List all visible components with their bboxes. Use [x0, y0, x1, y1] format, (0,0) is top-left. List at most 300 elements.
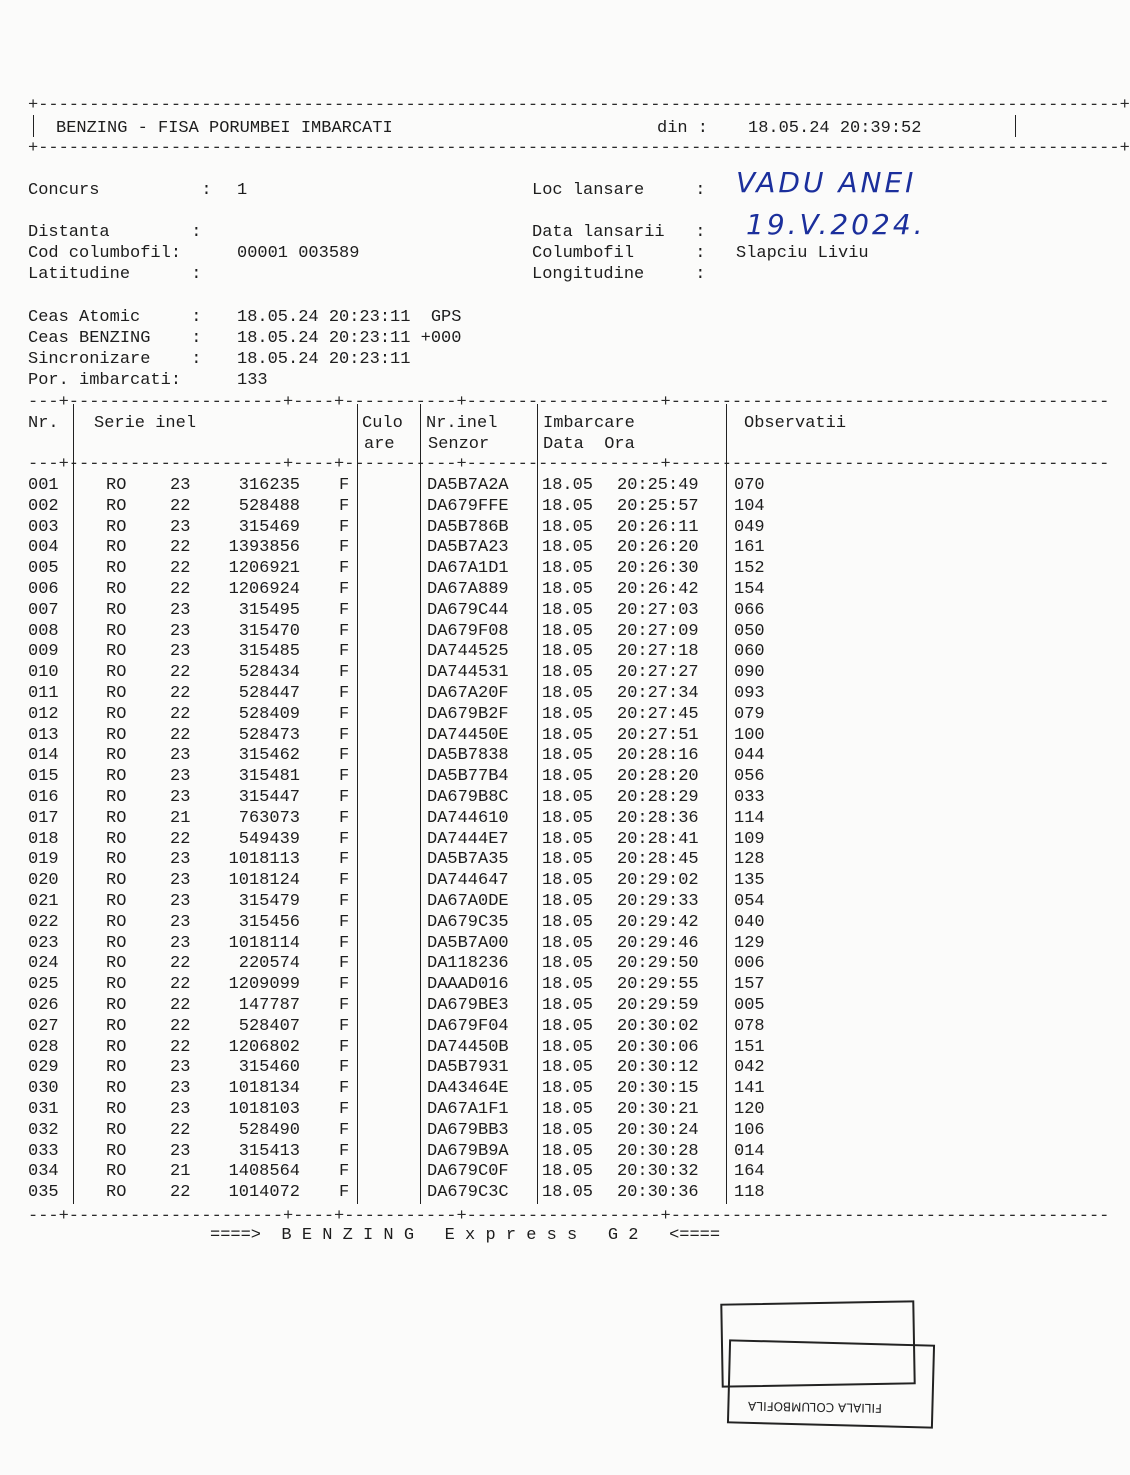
- row-ring-number: 315456: [238, 912, 300, 932]
- row-observatii: 070: [734, 476, 765, 495]
- row-date: 18.05: [542, 767, 594, 787]
- row-observatii: 104: [734, 496, 765, 516]
- cod-columbofil-label: Cod columbofil:: [28, 244, 182, 263]
- row-nr: 027: [28, 1016, 59, 1036]
- row-year: 23: [170, 600, 191, 620]
- row-date: 18.05: [542, 1141, 594, 1161]
- header-left-edge: [33, 115, 34, 137]
- row-time: 20:30:32: [617, 1162, 699, 1182]
- header-din-value: 18.05.24 20:39:52: [748, 119, 922, 138]
- ceas-atomic-label: Ceas Atomic :: [28, 308, 202, 327]
- row-time: 20:30:21: [617, 1099, 699, 1119]
- row-ring-number: 147787: [238, 995, 300, 1015]
- row-observatii: 154: [734, 579, 765, 599]
- concurs-value: 1: [237, 181, 248, 200]
- row-country: RO: [106, 1058, 127, 1078]
- row-sex: F: [339, 621, 350, 641]
- row-observatii: 106: [734, 1120, 765, 1140]
- row-nr: 011: [28, 683, 59, 703]
- row-time: 20:29:46: [617, 933, 699, 953]
- row-observatii: 152: [734, 559, 765, 579]
- row-date: 18.05: [542, 871, 594, 891]
- row-country: RO: [106, 621, 127, 641]
- row-observatii: 129: [734, 933, 765, 953]
- row-time: 20:30:12: [617, 1058, 699, 1078]
- row-year: 23: [170, 1079, 191, 1099]
- row-year: 23: [170, 621, 191, 641]
- row-year: 23: [170, 746, 191, 766]
- row-year: 23: [170, 1058, 191, 1078]
- row-nr: 033: [28, 1141, 59, 1161]
- row-nr: 014: [28, 746, 59, 766]
- row-sensor: DA679C0F: [427, 1162, 509, 1182]
- row-date: 18.05: [542, 912, 594, 932]
- row-observatii: 164: [734, 1162, 765, 1182]
- row-year: 22: [170, 663, 191, 683]
- row-sex: F: [339, 663, 350, 683]
- row-sensor: DA679F04: [427, 1016, 509, 1036]
- col-sep-ora: [726, 404, 727, 1204]
- row-sensor: DA5B7A00: [427, 933, 509, 953]
- row-country: RO: [106, 538, 127, 558]
- stamp-text: FILIALA COLUMBOFILA: [747, 1398, 883, 1416]
- row-time: 20:26:11: [617, 517, 699, 537]
- row-sex: F: [339, 808, 350, 828]
- row-date: 18.05: [542, 933, 594, 953]
- row-sensor: DA5B786B: [427, 517, 509, 537]
- row-country: RO: [106, 850, 127, 870]
- row-ring-number: 315485: [238, 642, 300, 662]
- row-sex: F: [339, 871, 350, 891]
- row-sensor: DA679F08: [427, 621, 509, 641]
- row-sensor: DA5B7A23: [427, 538, 509, 558]
- row-sensor: DA744525: [427, 642, 509, 662]
- row-ring-number: 1018114: [228, 933, 300, 953]
- row-year: 22: [170, 704, 191, 724]
- row-year: 23: [170, 871, 191, 891]
- row-sensor: DA5B77B4: [427, 767, 509, 787]
- row-observatii: 066: [734, 600, 765, 620]
- row-time: 20:27:45: [617, 704, 699, 724]
- loc-lansare-label: Loc lansare :: [532, 181, 706, 200]
- row-country: RO: [106, 787, 127, 807]
- row-sex: F: [339, 517, 350, 537]
- row-observatii: 093: [734, 683, 765, 703]
- row-date: 18.05: [542, 787, 594, 807]
- row-observatii: 090: [734, 663, 765, 683]
- row-sex: F: [339, 1183, 350, 1203]
- row-sensor: DA5B7A2A: [427, 476, 509, 495]
- th-nr: Nr.: [28, 414, 59, 433]
- row-ring-number: 528473: [238, 725, 300, 745]
- row-ring-number: 528488: [238, 496, 300, 516]
- row-year: 22: [170, 725, 191, 745]
- row-nr: 022: [28, 912, 59, 932]
- row-ring-number: 528490: [238, 1120, 300, 1140]
- row-time: 20:28:16: [617, 746, 699, 766]
- row-time: 20:29:59: [617, 995, 699, 1015]
- header-top-border: +----------------------------------------------------------------------------------------------------------+: [28, 96, 1130, 115]
- row-sensor: DA679B8C: [427, 787, 509, 807]
- col-sep-senzor: [537, 404, 538, 1204]
- row-date: 18.05: [542, 642, 594, 662]
- row-sensor: DA679C3C: [427, 1183, 509, 1203]
- row-nr: 019: [28, 850, 59, 870]
- row-ring-number: 1018103: [228, 1099, 300, 1119]
- row-observatii: 114: [734, 808, 765, 828]
- row-date: 18.05: [542, 1037, 594, 1057]
- row-country: RO: [106, 767, 127, 787]
- por-imbarcati-label: Por. imbarcati:: [28, 371, 182, 390]
- row-date: 18.05: [542, 891, 594, 911]
- row-sensor: DA67A1F1: [427, 1099, 509, 1119]
- row-year: 23: [170, 933, 191, 953]
- row-nr: 032: [28, 1120, 59, 1140]
- row-sensor: DA679FFE: [427, 496, 509, 516]
- row-country: RO: [106, 746, 127, 766]
- row-observatii: 118: [734, 1183, 765, 1203]
- row-date: 18.05: [542, 683, 594, 703]
- row-nr: 006: [28, 579, 59, 599]
- row-date: 18.05: [542, 476, 594, 495]
- row-date: 18.05: [542, 975, 594, 995]
- row-time: 20:27:51: [617, 725, 699, 745]
- row-sensor: DA118236: [427, 954, 509, 974]
- row-year: 22: [170, 1183, 191, 1203]
- row-nr: 028: [28, 1037, 59, 1057]
- row-year: 22: [170, 1120, 191, 1140]
- row-country: RO: [106, 1141, 127, 1161]
- row-date: 18.05: [542, 1058, 594, 1078]
- header-title: BENZING - FISA PORUMBEI IMBARCATI: [56, 119, 393, 138]
- row-observatii: 100: [734, 725, 765, 745]
- row-time: 20:29:42: [617, 912, 699, 932]
- row-nr: 007: [28, 600, 59, 620]
- row-ring-number: 1018113: [228, 850, 300, 870]
- row-time: 20:28:41: [617, 829, 699, 849]
- col-sep-culo: [420, 404, 421, 1204]
- por-imbarcati-value: 133: [237, 371, 268, 390]
- th-imbarcare: Imbarcare: [543, 414, 635, 433]
- stamp-inner-box: [727, 1339, 935, 1428]
- row-time: 20:29:33: [617, 891, 699, 911]
- row-nr: 017: [28, 808, 59, 828]
- row-sex: F: [339, 1037, 350, 1057]
- row-country: RO: [106, 954, 127, 974]
- row-nr: 035: [28, 1183, 59, 1203]
- row-country: RO: [106, 808, 127, 828]
- row-sex: F: [339, 704, 350, 724]
- longitudine-label: Longitudine :: [532, 265, 706, 284]
- row-sex: F: [339, 1079, 350, 1099]
- row-sensor: DA744647: [427, 871, 509, 891]
- row-sex: F: [339, 683, 350, 703]
- row-year: 23: [170, 1141, 191, 1161]
- row-sex: F: [339, 975, 350, 995]
- row-ring-number: 1408564: [228, 1162, 300, 1182]
- row-sensor: DA744531: [427, 663, 509, 683]
- row-ring-number: 1206921: [228, 559, 300, 579]
- row-sensor: DA679C35: [427, 912, 509, 932]
- table-bottom-border: ---+---------------------+----+-----------+-------------------+-------------------------------------------: [28, 1207, 1110, 1226]
- row-ring-number: 1206802: [228, 1037, 300, 1057]
- row-date: 18.05: [542, 995, 594, 1015]
- row-observatii: 050: [734, 621, 765, 641]
- row-sensor: DA7444E7: [427, 829, 509, 849]
- row-date: 18.05: [542, 704, 594, 724]
- row-date: 18.05: [542, 808, 594, 828]
- row-nr: 003: [28, 517, 59, 537]
- row-ring-number: 315479: [238, 891, 300, 911]
- row-time: 20:29:02: [617, 871, 699, 891]
- row-year: 21: [170, 1162, 191, 1182]
- row-country: RO: [106, 1079, 127, 1099]
- row-observatii: 109: [734, 829, 765, 849]
- row-observatii: 079: [734, 704, 765, 724]
- row-nr: 010: [28, 663, 59, 683]
- th-senzor: Senzor: [428, 435, 490, 454]
- row-time: 20:28:45: [617, 850, 699, 870]
- row-nr: 005: [28, 559, 59, 579]
- row-year: 23: [170, 1099, 191, 1119]
- row-sex: F: [339, 933, 350, 953]
- row-ring-number: 315469: [238, 517, 300, 537]
- row-date: 18.05: [542, 579, 594, 599]
- row-ring-number: 1018134: [228, 1079, 300, 1099]
- row-sex: F: [339, 767, 350, 787]
- th-are: are: [364, 435, 395, 454]
- row-observatii: 141: [734, 1079, 765, 1099]
- th-serie-inel: Serie inel: [94, 414, 197, 433]
- row-nr: 004: [28, 538, 59, 558]
- row-sensor: DA67A1D1: [427, 559, 509, 579]
- row-date: 18.05: [542, 538, 594, 558]
- row-country: RO: [106, 600, 127, 620]
- row-nr: 008: [28, 621, 59, 641]
- row-nr: 012: [28, 704, 59, 724]
- row-year: 22: [170, 496, 191, 516]
- row-sensor: DA5B7A35: [427, 850, 509, 870]
- row-year: 23: [170, 476, 191, 495]
- row-ring-number: 549439: [238, 829, 300, 849]
- row-country: RO: [106, 1120, 127, 1140]
- ceas-benzing-label: Ceas BENZING :: [28, 329, 202, 348]
- row-observatii: 006: [734, 954, 765, 974]
- row-country: RO: [106, 1037, 127, 1057]
- row-time: 20:27:27: [617, 663, 699, 683]
- row-time: 20:25:49: [617, 476, 699, 495]
- row-observatii: 054: [734, 891, 765, 911]
- row-sex: F: [339, 746, 350, 766]
- row-ring-number: 315460: [238, 1058, 300, 1078]
- row-nr: 031: [28, 1099, 59, 1119]
- row-date: 18.05: [542, 663, 594, 683]
- row-time: 20:30:24: [617, 1120, 699, 1140]
- row-observatii: 135: [734, 871, 765, 891]
- row-country: RO: [106, 1099, 127, 1119]
- row-sex: F: [339, 850, 350, 870]
- row-sensor: DA679BB3: [427, 1120, 509, 1140]
- row-country: RO: [106, 496, 127, 516]
- row-sex: F: [339, 725, 350, 745]
- row-year: 22: [170, 1016, 191, 1036]
- header-din-label: din :: [657, 119, 709, 138]
- row-ring-number: 1393856: [228, 538, 300, 558]
- data-lansarii-handwritten: 19.V.2024.: [746, 208, 926, 241]
- row-nr: 013: [28, 725, 59, 745]
- latitudine-label: Latitudine :: [28, 265, 202, 284]
- row-ring-number: 763073: [238, 808, 300, 828]
- row-country: RO: [106, 683, 127, 703]
- row-ring-number: 315462: [238, 746, 300, 766]
- row-time: 20:26:42: [617, 579, 699, 599]
- row-sex: F: [339, 829, 350, 849]
- row-sensor: DA5B7838: [427, 746, 509, 766]
- row-date: 18.05: [542, 1016, 594, 1036]
- row-sensor: DA74450B: [427, 1037, 509, 1057]
- row-date: 18.05: [542, 1183, 594, 1203]
- row-ring-number: 528447: [238, 683, 300, 703]
- row-sensor: DA744610: [427, 808, 509, 828]
- row-year: 22: [170, 1037, 191, 1057]
- row-date: 18.05: [542, 1099, 594, 1119]
- row-sensor: DA67A889: [427, 579, 509, 599]
- row-date: 18.05: [542, 1162, 594, 1182]
- row-observatii: 120: [734, 1099, 765, 1119]
- row-year: 23: [170, 787, 191, 807]
- row-sex: F: [339, 787, 350, 807]
- row-sensor: DAAAD016: [427, 975, 509, 995]
- row-country: RO: [106, 1183, 127, 1203]
- row-observatii: 033: [734, 787, 765, 807]
- row-observatii: 014: [734, 1141, 765, 1161]
- row-time: 20:30:02: [617, 1016, 699, 1036]
- row-year: 22: [170, 995, 191, 1015]
- th-culo: Culo: [362, 414, 403, 433]
- row-nr: 030: [28, 1079, 59, 1099]
- row-ring-number: 316235: [238, 476, 300, 495]
- row-year: 21: [170, 808, 191, 828]
- row-country: RO: [106, 1162, 127, 1182]
- row-year: 23: [170, 850, 191, 870]
- row-observatii: 161: [734, 538, 765, 558]
- row-year: 22: [170, 538, 191, 558]
- th-data-ora: Data Ora: [543, 435, 635, 454]
- row-country: RO: [106, 1016, 127, 1036]
- row-time: 20:28:36: [617, 808, 699, 828]
- row-ring-number: 1018124: [228, 871, 300, 891]
- row-year: 22: [170, 954, 191, 974]
- row-observatii: 005: [734, 995, 765, 1015]
- row-time: 20:30:28: [617, 1141, 699, 1161]
- row-ring-number: 315470: [238, 621, 300, 641]
- row-time: 20:28:29: [617, 787, 699, 807]
- row-nr: 034: [28, 1162, 59, 1182]
- row-observatii: 044: [734, 746, 765, 766]
- row-sensor: DA679B9A: [427, 1141, 509, 1161]
- row-date: 18.05: [542, 517, 594, 537]
- row-year: 22: [170, 683, 191, 703]
- row-time: 20:27:03: [617, 600, 699, 620]
- row-ring-number: 315495: [238, 600, 300, 620]
- row-sensor: DA679B2F: [427, 704, 509, 724]
- row-sex: F: [339, 1099, 350, 1119]
- row-country: RO: [106, 579, 127, 599]
- row-year: 22: [170, 975, 191, 995]
- row-sex: F: [339, 642, 350, 662]
- row-nr: 016: [28, 787, 59, 807]
- row-sex: F: [339, 995, 350, 1015]
- row-sex: F: [339, 912, 350, 932]
- row-date: 18.05: [542, 559, 594, 579]
- row-sex: F: [339, 476, 350, 495]
- row-observatii: 049: [734, 517, 765, 537]
- th-nr-inel: Nr.inel: [426, 414, 498, 433]
- row-date: 18.05: [542, 829, 594, 849]
- row-country: RO: [106, 559, 127, 579]
- row-sex: F: [339, 559, 350, 579]
- row-observatii: 042: [734, 1058, 765, 1078]
- row-time: 20:25:57: [617, 496, 699, 516]
- row-ring-number: 315447: [238, 787, 300, 807]
- row-country: RO: [106, 829, 127, 849]
- columbofil-label: Columbofil :: [532, 244, 706, 263]
- row-year: 23: [170, 642, 191, 662]
- row-date: 18.05: [542, 850, 594, 870]
- row-country: RO: [106, 476, 127, 495]
- table-header-bottom-border: ---+---------------------+----+-----------+-------------------+-------------------------------------------: [28, 455, 1110, 474]
- header-right-edge: [1015, 115, 1016, 137]
- row-year: 23: [170, 891, 191, 911]
- row-ring-number: 220574: [238, 954, 300, 974]
- row-year: 23: [170, 517, 191, 537]
- row-date: 18.05: [542, 746, 594, 766]
- row-time: 20:27:34: [617, 683, 699, 703]
- sincronizare-value: 18.05.24 20:23:11: [237, 350, 411, 369]
- row-nr: 024: [28, 954, 59, 974]
- row-sex: F: [339, 579, 350, 599]
- row-sex: F: [339, 1162, 350, 1182]
- row-sex: F: [339, 496, 350, 516]
- col-sep-serie: [357, 404, 358, 1204]
- row-sensor: DA679C44: [427, 600, 509, 620]
- row-time: 20:27:09: [617, 621, 699, 641]
- row-date: 18.05: [542, 725, 594, 745]
- row-sensor: DA5B7931: [427, 1058, 509, 1078]
- row-ring-number: 528434: [238, 663, 300, 683]
- row-sensor: DA679BE3: [427, 995, 509, 1015]
- columbofil-value: Slapciu Liviu: [736, 244, 869, 263]
- row-sex: F: [339, 1141, 350, 1161]
- row-year: 22: [170, 829, 191, 849]
- row-observatii: 157: [734, 975, 765, 995]
- row-ring-number: 1209099: [228, 975, 300, 995]
- row-time: 20:29:50: [617, 954, 699, 974]
- row-sex: F: [339, 1058, 350, 1078]
- loc-lansare-handwritten: VADU ANEI: [736, 166, 917, 199]
- row-country: RO: [106, 891, 127, 911]
- row-country: RO: [106, 871, 127, 891]
- row-ring-number: 528409: [238, 704, 300, 724]
- row-year: 23: [170, 912, 191, 932]
- footer-brand-line: ====> B E N Z I N G E x p r e s s G 2 <====: [210, 1226, 721, 1245]
- row-country: RO: [106, 663, 127, 683]
- row-country: RO: [106, 912, 127, 932]
- cod-columbofil-value: 00001 003589: [237, 244, 360, 263]
- row-sensor: DA67A0DE: [427, 891, 509, 911]
- row-ring-number: 528407: [238, 1016, 300, 1036]
- row-country: RO: [106, 725, 127, 745]
